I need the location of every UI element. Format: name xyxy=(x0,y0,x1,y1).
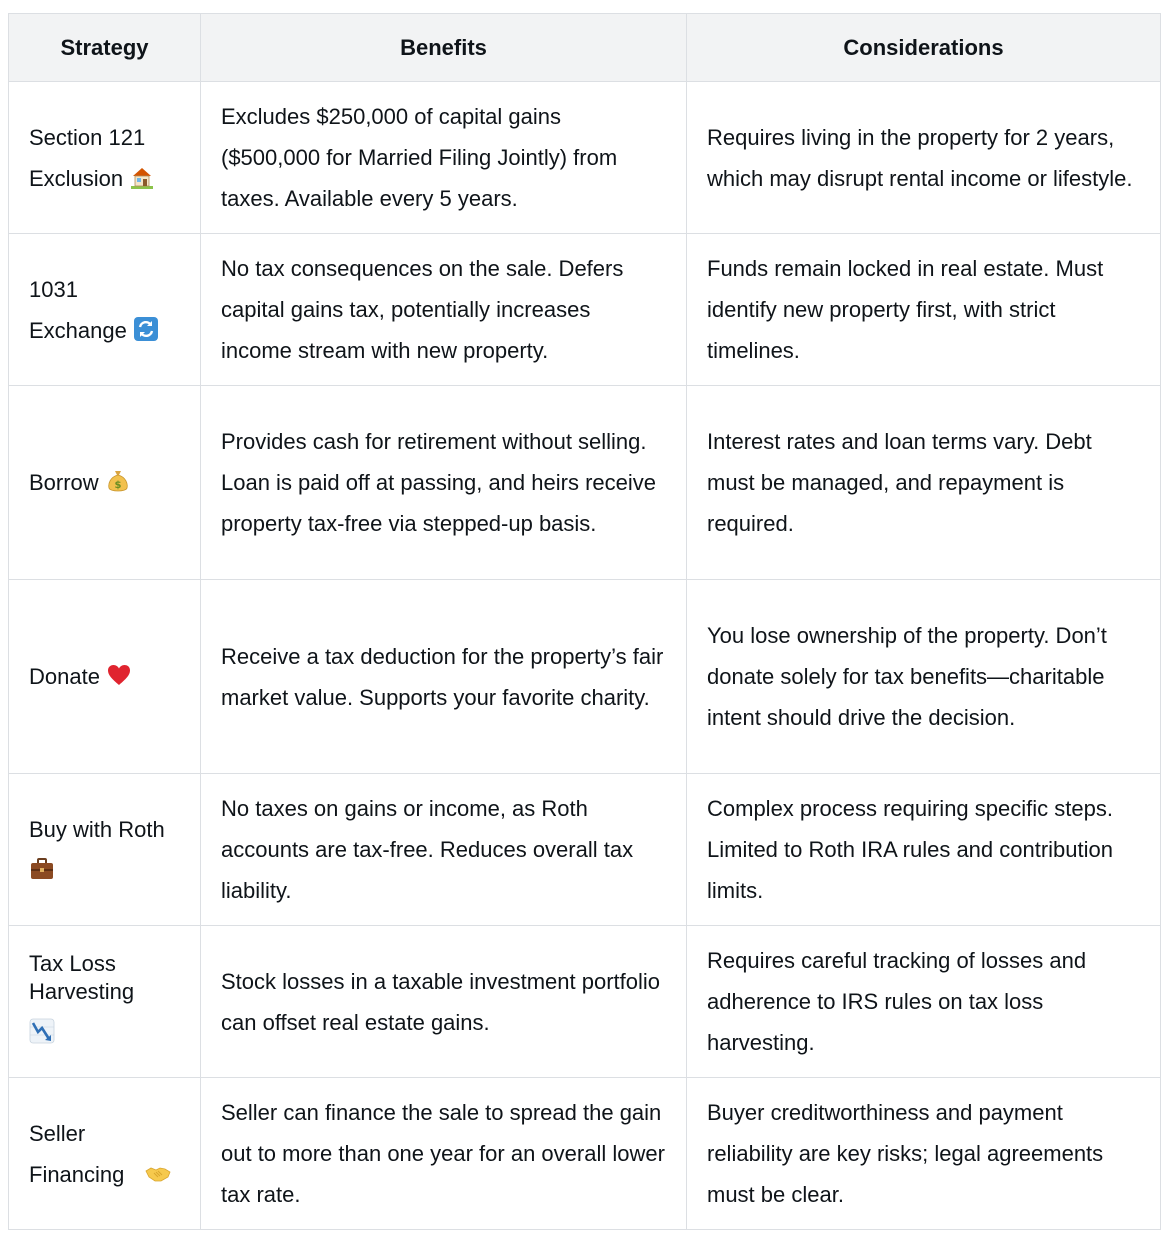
header-benefits: Benefits xyxy=(201,14,687,82)
considerations-cell: Buyer creditworthiness and payment reliability are key risks; legal agreements must be clear. xyxy=(687,1078,1161,1230)
considerations-cell: Funds remain locked in real estate. Must identify new property first, with strict timelines. xyxy=(687,234,1161,386)
strategy-cell xyxy=(9,1078,201,1230)
header-strategy: Strategy xyxy=(9,14,201,82)
strategy-table-container xyxy=(8,13,1160,1230)
table-row xyxy=(9,1078,1161,1230)
house-icon xyxy=(129,164,155,190)
strategy-cell xyxy=(9,926,201,1078)
considerations-cell: Requires careful tracking of losses and adherence to IRS rules on tax loss harvesting. xyxy=(687,926,1161,1078)
table-row xyxy=(9,774,1161,926)
header-row xyxy=(9,14,1161,82)
strategy-cell xyxy=(9,386,201,580)
benefits-cell: No tax consequences on the sale. Defers capital gains tax, potentially increases income stream with new property. xyxy=(201,234,687,386)
handshake-icon xyxy=(145,1160,171,1186)
benefits-cell: No taxes on gains or income, as Roth accounts are tax-free. Reduces overall tax liability. xyxy=(201,774,687,926)
strategy-cell xyxy=(9,82,201,234)
benefits-cell: Seller can finance the sale to spread the gain out to more than one year for an overall lower tax rate. xyxy=(201,1078,687,1230)
strategy-label: Borrow xyxy=(29,470,99,495)
strategy-label: Donate xyxy=(29,664,100,689)
header-considerations: Considerations xyxy=(687,14,1161,82)
table-row xyxy=(9,926,1161,1078)
exchange-arrows-icon xyxy=(133,316,159,342)
svg-text:$: $ xyxy=(114,480,122,491)
table-row xyxy=(9,386,1161,580)
strategy-label: Tax Loss Harvesting xyxy=(29,951,135,1004)
benefits-cell: Receive a tax deduction for the property’s fair market value. Supports your favorite charity. xyxy=(201,580,687,774)
strategy-cell xyxy=(9,234,201,386)
strategy-table xyxy=(8,13,1161,1230)
considerations-cell: You lose ownership of the property. Don’t donate solely for tax benefits—charitable intent should drive the decision. xyxy=(687,580,1161,774)
strategy-label: Seller Financing xyxy=(29,1120,125,1187)
briefcase-icon xyxy=(29,856,55,882)
table-body xyxy=(9,82,1161,1230)
strategy-cell xyxy=(9,580,201,774)
table-row xyxy=(9,82,1161,234)
strategy-label: Section 121 Exclusion xyxy=(29,124,146,191)
table-row xyxy=(9,580,1161,774)
benefits-cell: Stock losses in a taxable investment portfolio can offset real estate gains. xyxy=(201,926,687,1078)
benefits-cell: Provides cash for retirement without selling. Loan is paid off at passing, and heirs receive property tax-free via stepped-up basis. xyxy=(201,386,687,580)
strategy-label: Buy with Roth xyxy=(29,816,165,842)
money-bag-icon xyxy=(105,468,131,494)
table-header xyxy=(9,14,1161,82)
heart-icon xyxy=(106,662,132,688)
table-row xyxy=(9,234,1161,386)
benefits-cell: Excludes $250,000 of capital gains ($500,000 for Married Filing Jointly) from taxes. Available every 5 years. xyxy=(201,82,687,234)
strategy-label: 1031 Exchange xyxy=(29,276,127,343)
considerations-cell: Requires living in the property for 2 years, which may disrupt rental income or lifestyle. xyxy=(687,82,1161,234)
considerations-cell: Complex process requiring specific steps. Limited to Roth IRA rules and contribution limits. xyxy=(687,774,1161,926)
considerations-cell: Interest rates and loan terms vary. Debt must be managed, and repayment is required. xyxy=(687,386,1161,580)
strategy-cell xyxy=(9,774,201,926)
chart-decreasing-icon xyxy=(29,1018,55,1044)
